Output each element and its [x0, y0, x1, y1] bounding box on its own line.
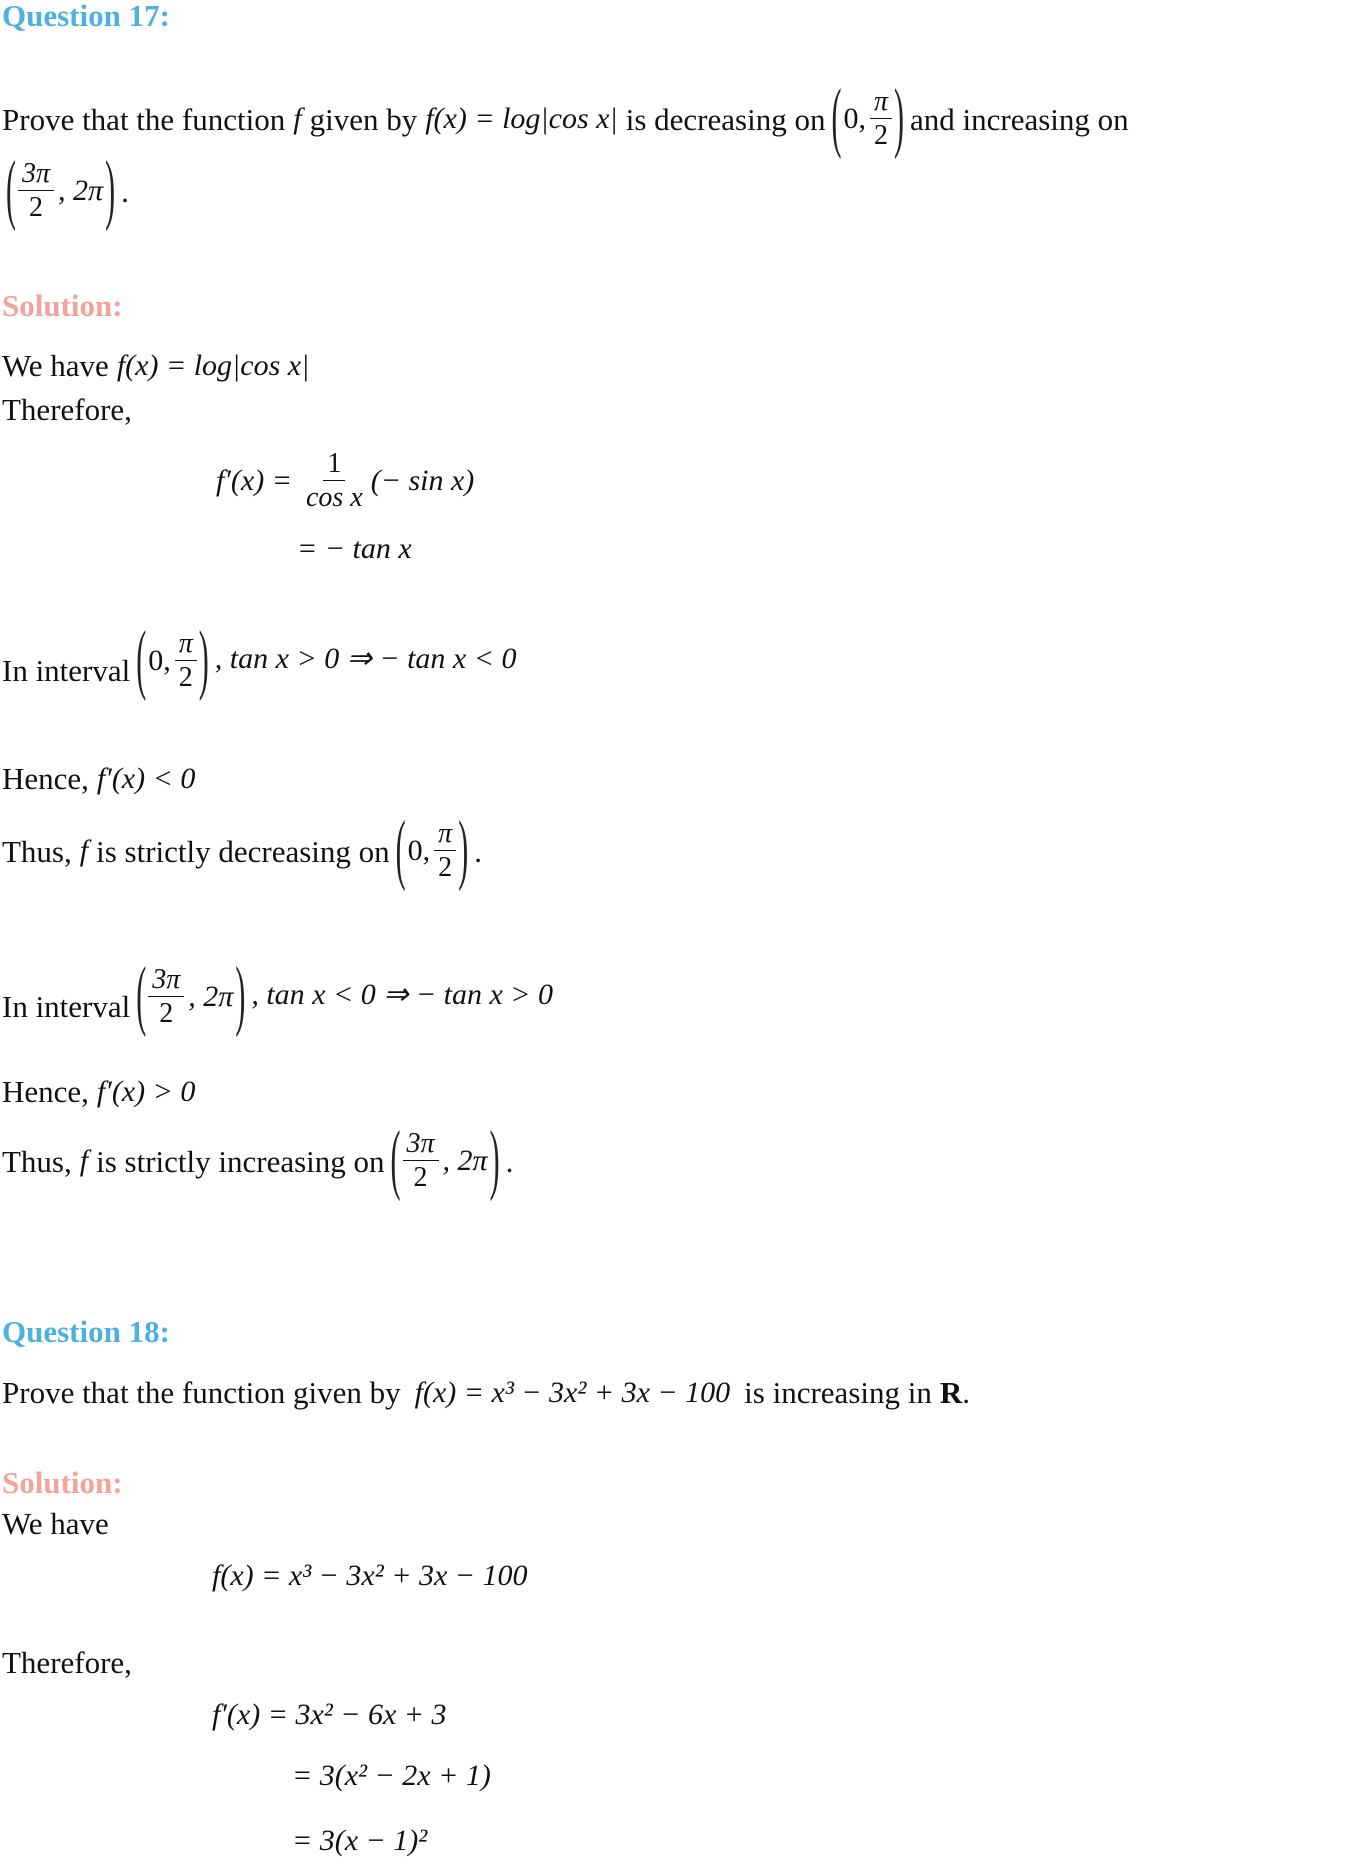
- text: Hence,: [2, 761, 89, 796]
- text: Hence,: [2, 1074, 89, 1109]
- therefore: Therefore,: [2, 392, 132, 427]
- text: Thus,: [2, 833, 72, 869]
- math: f′(x) < 0: [96, 761, 196, 795]
- thus-line-2: [2, 1116, 514, 1203]
- den: 2: [438, 852, 453, 883]
- math: , tan x < 0 ⇒ − tan x > 0: [251, 978, 553, 1011]
- derivative-line-2: [284, 1761, 499, 1791]
- den: 2: [159, 998, 174, 1029]
- hence-line-1: [2, 763, 203, 794]
- num: 3π: [403, 1130, 439, 1161]
- math-f: f: [79, 834, 89, 867]
- question-18-prompt: [2, 1377, 970, 1408]
- math: f′(x) = 3x² − 6x + 3: [212, 1698, 447, 1731]
- text: , 2π: [58, 174, 104, 207]
- derivative-line-1: [204, 1700, 455, 1730]
- text: Prove that the function given by: [2, 1375, 401, 1410]
- num: 3π: [18, 160, 54, 191]
- question-17-prompt: [2, 74, 1129, 161]
- solution-18-heading: Solution:: [2, 1465, 123, 1500]
- interval: ( 0, $\frac{\pi}{2}$ ): [395, 806, 469, 893]
- math-f: f: [293, 102, 302, 135]
- math-f: f: [79, 1144, 89, 1177]
- math: = 3(x − 1)²: [292, 1824, 428, 1857]
- function-line: [204, 1561, 536, 1591]
- den: 2: [178, 662, 193, 693]
- interval: ( $\frac{3\pi}{2}$ , 2π ): [136, 952, 246, 1039]
- math: f′(x) > 0: [96, 1074, 196, 1108]
- interval-line-1: [2, 616, 524, 703]
- text: is decreasing on: [625, 101, 826, 137]
- num: 1: [323, 450, 345, 481]
- set-R: R: [939, 1375, 963, 1410]
- math: , tan x > 0 ⇒ − tan x < 0: [214, 642, 517, 675]
- math: f′(x) =: [216, 464, 292, 497]
- math: = 3(x² − 2x + 1): [292, 1759, 491, 1792]
- interval: ( $\frac{3\pi}{2}$ , 2π ): [390, 1116, 500, 1203]
- text: is strictly increasing on: [96, 1143, 385, 1179]
- text: , 2π: [188, 980, 234, 1013]
- text: is increasing in: [744, 1375, 932, 1410]
- text: We have: [2, 348, 109, 383]
- math-fx: f(x) = log|cos x|: [425, 102, 618, 135]
- text: , 2π: [442, 1144, 488, 1177]
- text: In interval: [2, 989, 131, 1024]
- text: 0,: [148, 644, 171, 677]
- math: f(x) = x³ − 3x² + 3x − 100: [212, 1559, 528, 1592]
- derivative-line-2: [289, 534, 420, 564]
- thus-line-1: [2, 806, 482, 893]
- den: 2: [873, 120, 888, 151]
- den: 2: [413, 1162, 428, 1193]
- interval-3pi2-2pi: ( $\frac{3\pi}{2}$ , 2π ): [6, 146, 116, 233]
- question-18-heading: Question 18:: [2, 1314, 170, 1349]
- question-17-interval: [2, 146, 129, 233]
- question-17-heading: Question 17:: [2, 0, 170, 33]
- den: cos x: [305, 482, 363, 513]
- math: = − tan x: [297, 532, 412, 565]
- text: given by: [309, 101, 418, 137]
- therefore: Therefore,: [2, 1645, 132, 1680]
- num: 3π: [148, 966, 184, 997]
- text: In interval: [2, 653, 131, 688]
- text: 0,: [407, 834, 431, 867]
- interval-0-pi2: ( 0, $\frac{\pi}{2}$ ): [831, 74, 904, 161]
- text: is strictly decreasing on: [96, 833, 390, 869]
- solution-17-heading: Solution:: [2, 288, 123, 323]
- we-have: [2, 350, 317, 381]
- text: 0,: [843, 102, 866, 135]
- text: Thus,: [2, 1143, 72, 1179]
- text: .: [962, 1375, 970, 1410]
- text: and increasing on: [909, 101, 1129, 137]
- math: f(x) = x³ − 3x² + 3x − 100: [414, 1375, 731, 1409]
- we-have: We have: [2, 1506, 109, 1541]
- num: π: [870, 88, 892, 119]
- text: Prove that the function: [2, 101, 286, 137]
- derivative-line-3: [284, 1826, 435, 1856]
- math: (− sin x): [370, 464, 475, 497]
- interval: ( 0, $\frac{\pi}{2}$ ): [136, 616, 209, 703]
- den: 2: [29, 192, 44, 223]
- hence-line-2: [2, 1076, 203, 1107]
- text: .: [121, 173, 129, 209]
- num: π: [434, 820, 456, 851]
- num: π: [175, 630, 197, 661]
- derivative-line-1: [208, 450, 482, 512]
- math: f(x) = log|cos x|: [116, 348, 310, 382]
- text: .: [505, 1143, 514, 1179]
- interval-line-2: [2, 952, 561, 1039]
- text: .: [474, 833, 482, 869]
